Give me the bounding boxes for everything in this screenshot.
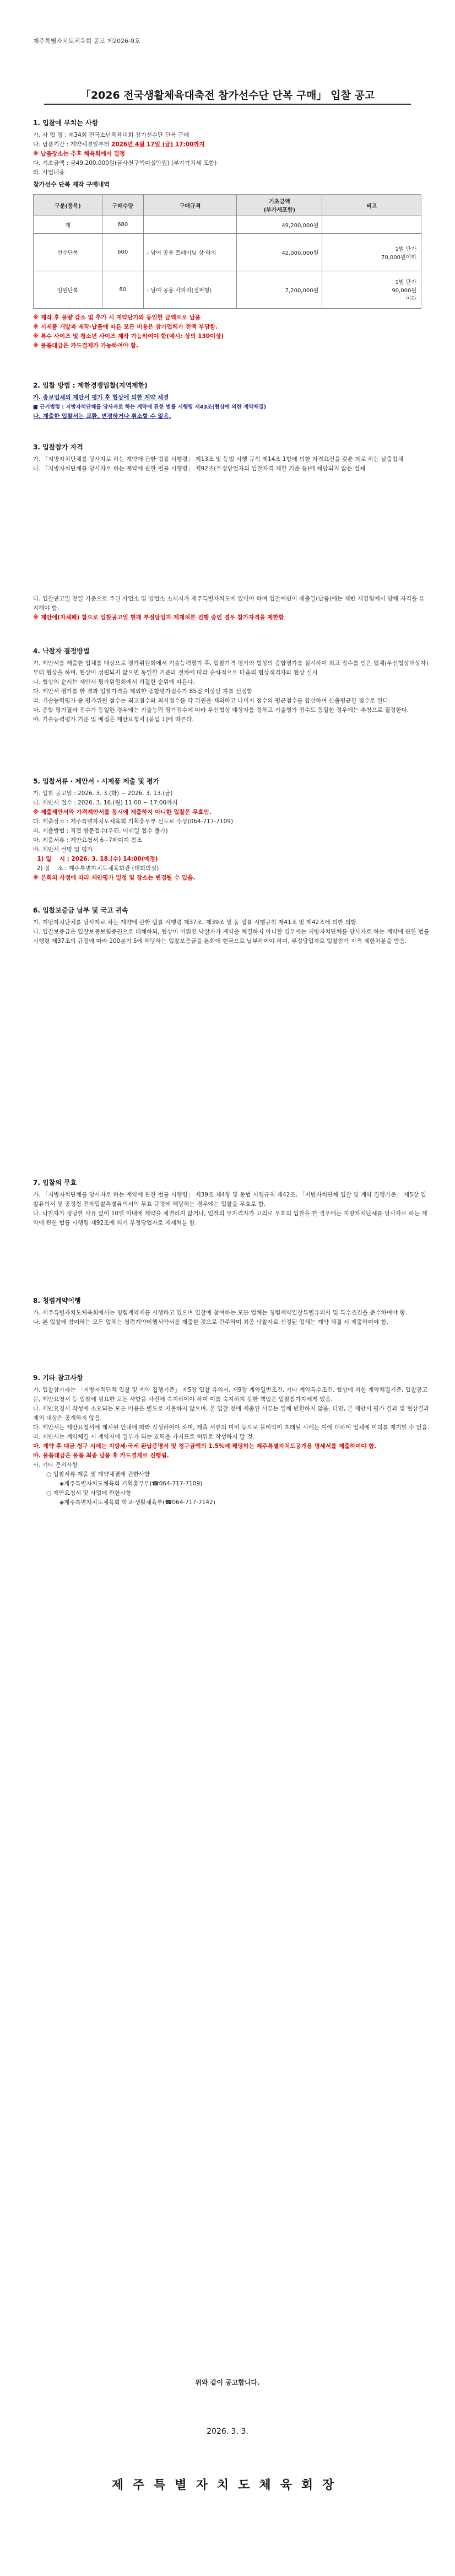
table-header: 비고: [322, 195, 421, 216]
note: ※ 제작 후 물량 감소 및 추가 시 계약단가와 동일한 금액으로 납품: [33, 314, 201, 321]
table-row: [34, 216, 421, 234]
contact-label: ○ 입찰서류 제출 및 계약체결에 관한사항: [46, 1471, 150, 1478]
section-1-heading: 1. 입찰에 부치는 사항: [33, 119, 99, 127]
schedule-text: 마. 제출서류 : 제안요청서 6~7페이지 참조: [33, 837, 142, 844]
contact-info: ◈제주특별자치도체육회 학교·생활체육부(☎064-717-7142): [59, 1499, 215, 1506]
table-cell: 1벌 단가 90,000원 이하: [322, 271, 421, 309]
section-4-heading: 4. 낙찰자 결정방법: [33, 647, 90, 655]
announcement-date: 2026. 3. 3.: [207, 2427, 248, 2436]
schedule-note: ※ 제출제안서와 가격제안서를 동시에 제출하지 아니한 입찰은 무효임.: [33, 809, 212, 815]
section-5: [33, 776, 430, 883]
table-cell: 선수단복: [34, 234, 102, 271]
table-header: 구매수량: [102, 195, 143, 216]
method-text: 나. 계출한 입찰서는 교환, 변경하거나 취소할 수 없음.: [33, 413, 171, 420]
section-5-heading: 5. 입찰서류 · 제안서 · 시제품 제출 및 평가: [33, 777, 160, 785]
table-cell: 42,000,000원: [237, 234, 322, 271]
section-4-text: [33, 659, 430, 724]
integrity-text: 나. 본 입찰에 참여하는 모든 업체는 청렴계약이행서약서를 제출한 것으로 간주하며 최종 낙찰자로 선정된 업체는 계약 체결 시 제출하여야 함.: [33, 1319, 388, 1325]
section-3-heading: 3. 입찰참가 자격: [33, 443, 83, 451]
section-4: [33, 646, 430, 724]
reference-text: 다. 제안서는 제안요청서에 제시된 안내에 따라 작성하여야 하며, 제출 서류의 미비 등으로 불이익이 초래될 시에는 이에 대하여 업체에 이의를 제기할 수 없음.: [33, 1424, 430, 1431]
selection-text: 나. 협상의 순서는 제안서 평가위원회에서 의결한 순위에 따른다.: [33, 679, 195, 685]
selection-text: 마. 종합 평가결과 점수가 동일한 경우에는 기술능력 평가점수에 따라 우선협상 대상자를 정하고 기술평가 점수도 동일한 경우에는 추첨으로 결정한다.: [33, 707, 409, 713]
document-number: 제주특별자치도체육회 공고 제2026-9호: [33, 37, 140, 45]
selection-text: 가. 제안서를 제출한 업체를 대상으로 평가위원회에서 기술능력평가 후, 입찰가격 평가와 협상의 종합평가를 실시하여 최고 점수를 얻은 업체(우선협상대상자)부터 협상을 하며, 협상이 성립되지 않으면 동일한 기준과 절차에 따라 순차적으로 다음의 협상적격자와 협상 실시: [33, 660, 429, 676]
table-cell: 600: [102, 234, 143, 271]
section-5-text: [33, 789, 430, 883]
table-cell: [143, 216, 237, 234]
project-name: 가. 사 업 명 : 제34회 전국소년체육대회 참가선수단 단복 구매: [33, 132, 189, 138]
section-8: [33, 1296, 430, 1327]
section-1-notes: [33, 313, 430, 351]
reference-text: 나. 제안요청서 작성에 소요되는 모든 비용은 별도로 지불하지 않으며, 본 입찰 전에 제출된 서류는 일체 반환하지 않음. 다만, 본 제안서 평가 결과 및 협상결과 제외 대상은 공개하지 않음.: [33, 1405, 429, 1421]
table-cell: 49,200,000원: [237, 216, 322, 234]
deposit-text: 가. 지방자치단체를 당사자로 하는 계약에 관한 법률 시행령 제37조, 제39조 및 동 법률 시행규칙 제41조 및 제42조에 의한 의함.: [33, 919, 359, 926]
table-cell: 1벌 단가 70,000원이하: [322, 234, 421, 271]
section-9: [33, 1373, 430, 1507]
delivery-place-note: ※ 납품장소는 추후 체육회에서 결정: [33, 151, 125, 157]
reference-note: 바. 물품대금은 물품 최종 납품 후 카드결제로 진행됨.: [33, 1452, 169, 1459]
section-3-continued: [33, 594, 430, 622]
integrity-text: 가. 제주특별자치도체육회에서는 청렴계약제를 시행하고 있으며 입찰에 참여하는 모든 업체는 청렴계약입찰특별유의서 및 특수조건을 준수하여야 함.: [33, 1310, 407, 1316]
table-header-row: [34, 195, 421, 216]
section-7: [33, 1178, 430, 1228]
reference-text: 사. 기타 문의사항: [33, 1462, 78, 1468]
qualification-note: ※ 제안에(자체폐) 참으로 입찰공고일 현재 부정당업자 제재처분 진행 중인 경우 참가자격을 제한함: [33, 614, 284, 621]
selection-text: 다. 제안서 평가를 한 결과 입찰가격을 제외한 종합평가점수가 85점 이상인 자를 선정함: [33, 688, 253, 695]
section-7-text: [33, 1190, 430, 1228]
qualification-text: 다. 입찰공고일 전일 기준으로 주된 사업소 및 영업소 소재지가 제주특별자치도에 있어야 하며 입찰예인이 제출일(납품)에는 제반 제경험에서 당해 자격을 유지해야 함.: [33, 595, 425, 611]
contact-label: ○ 제안요청서 및 사업에 관한사항: [46, 1490, 132, 1496]
table-cell: - 남여 공용 사파리(점퍼형): [143, 271, 237, 309]
reference-text: 가. 입찰참가자는 「지방자치단체 입찰 및 계약 집행기준」 제5장 입찰 유의서, 제9장 계약일반조건, 기타 계약특수조건, 협상에 의한 계약체결기준, 입찰공고문, 제안요청서 등 입찰에 필요한 모든 사항을 사전에 숙지하여야 하며 이를 숙지하지 못한 책임은 입찰참가자에게 있음.: [33, 1387, 428, 1403]
delivery-deadline: 2026년 4월 17일 (금) 17:00까지: [111, 141, 205, 148]
table-cell: - 남여 공용 트레이닝 상·하의: [143, 234, 237, 271]
qualification-text: 가. 「지방자치단체를 당사자로 하는 계약에 관한 법률 시행령」 제13조 및 동법 시행 규칙 제14조 1항에 의한 자격요건을 갖춘 자로 하는 날출업체: [33, 456, 404, 463]
schedule-text: 라. 제출방법 : 직접 방문접수(우편, 이메일 접수 불가): [33, 828, 168, 834]
table-header: 구매규격: [143, 195, 237, 216]
section-3: [33, 442, 430, 474]
schedule-text: 다. 제출장소 : 제주특별자치도체육회 기획총무부 신도로 수상(064-717-7109): [33, 818, 234, 825]
delivery-period: [33, 140, 430, 149]
delivery-period-label: 나. 납품기간 : 계약체결일부터: [33, 141, 111, 148]
section-7-heading: 7. 입찰의 무효: [33, 1179, 77, 1187]
section-9-text: [33, 1386, 430, 1507]
section-2: [33, 380, 430, 421]
note: ※ 특수 사이즈 및 청소년 사이즈 제작 가능하여야 함(예시: 상의 130이상): [33, 333, 224, 340]
project-content-label: 라. 사업내용: [33, 169, 65, 176]
table-row: [34, 234, 421, 271]
schedule-text: 바. 제안서 설명 및 평가: [33, 846, 93, 853]
section-1-text: [33, 131, 430, 178]
section-9-heading: 9. 기타 참고사항: [33, 1374, 83, 1382]
table-cell: 계: [34, 216, 102, 234]
section-2-text: [33, 393, 430, 421]
qualification-text: 나. 「지방자치단체를 당사자로 하는 계약에 관한 법률 시행령」 제92조(부정당업자의 입찰자격 제한 기준 등)에 해당되지 않는 업체: [33, 465, 366, 472]
schedule-place: 2) 장 소 : 제주특별자치도체육회관 (대회의실): [33, 865, 159, 872]
section-2-heading: 2. 입찰 방법 : 제한경쟁입찰(지역제한): [33, 382, 148, 389]
purchase-table: [33, 194, 421, 309]
reference-text: 라. 제안서는 계약체결 시 계약서에 일부가 되는 효력을 가지므로 허위로 작성하지 말 것.: [33, 1434, 254, 1440]
base-amount: 다. 기초금액 : 금49,200,000원(금사천구백이십만원) (부가가치세 포함): [33, 160, 217, 167]
section-1: [33, 118, 430, 189]
signer-name: 제주특별자치도체육회장: [111, 2478, 344, 2492]
section-3-text: [33, 455, 430, 474]
invalid-text: 가. 「지방자치단체를 당사자로 하는 계약에 관한 법률 시행령」 제39조 제4항 및 동법 시행규칙 제42조, 「지방자치단체 입찰 및 계약 집행기준」 제5장 입찰유의서 및 공정청 전자입찰특별유의서의 무효 규정에 해당하는 경우에는 입찰을 무효로 함.: [33, 1192, 426, 1208]
schedule-text: 가. 입찰 공고일 : 2026. 3. 3.(화) ~ 2026. 3. 13.(금): [33, 790, 173, 797]
selection-text: 바. 기술능력평가 기준 및 배점은 제안요청서 [붙임 1]에 따른다.: [33, 716, 194, 723]
table-header: 기초금액 (부가세포함): [237, 195, 322, 216]
schedule-date: 1) 일 시 : 2026. 3. 18.(수) 14:00(예정): [33, 856, 158, 862]
legal-basis: ■ 근거법령 : 지방자치단체를 당사자로 하는 계약에 관한 법률 시행령 제43조(협상에 의한 계약체결): [33, 404, 267, 410]
page-title: 「2026 전국생활체육대축전 참가선수단 단복 구매」 입찰 공고: [80, 89, 375, 101]
schedule-note: ※ 본회의 사정에 따라 제안평가 일정 및 장소는 변경될 수 있음.: [33, 874, 196, 881]
table-caption: 참가선수 단복 제작 구매내역: [33, 181, 110, 188]
schedule-text: 나. 제안서 접수 : 2026. 3. 16.(월) 11:00 ~ 17:00까지: [33, 799, 178, 806]
closing-text: 위와 같이 공고합니다.: [195, 2379, 260, 2386]
table-cell: 7,200,000원: [237, 271, 322, 309]
title-divider: [44, 104, 411, 105]
table-header: 구분(품목): [34, 195, 102, 216]
contact-info: ◈제주특별자치도체육회 기획총무부(☎064-717-7109): [59, 1480, 203, 1487]
section-8-text: [33, 1308, 430, 1327]
table-cell: 80: [102, 271, 143, 309]
table-row: [34, 271, 421, 309]
deposit-text: 나. 입찰보증금은 입찰보증보험증권으로 대체하되, 협상이 이뤄진 낙찰자가 계약을 체결하지 아니할 경우에는 지방자치단체를 당사자로 하는 계약에 관한 법률 시행령 제37조의 규정에 따라 100분의 5에 해당하는 입찰보증금을 본회에 현금으로 납부하여야 하며, 부정당업자로 입찰참가 자격 제한처분을 받음.: [33, 929, 430, 944]
table-cell: 680: [102, 216, 143, 234]
note: ※ 시제품 개발과 제작·납품에 따른 모든 비용은 참가업체가 전액 부담함.: [33, 324, 218, 330]
selection-text: 라. 기술능력평가 중 평가위원 점수는 최고점수와 최저점수를 각 위원을 제외하고 나머지 점수의 평균점수를 합산하여 산출평균한 점수로 한다.: [33, 697, 391, 704]
invalid-text: 나. 낙찰자가 정당한 사유 없이 10일 이내에 계약을 체결하지 않거나, 입찰의 무자격자가 고의로 무효의 입찰을 한 경우에는 지방자치단체를 당사자로 하는 계약에 관한 법률 시행령 제92조에 의거 부정당업자로 제재처분 함.: [33, 1210, 427, 1226]
reference-note: 마. 계약 후 대금 청구 시에는 지방세·국세 완납증명서 및 청구금액의 1.5%에 해당하는 제주특별자치도공개용 명세서를 제출하여야 함.: [33, 1443, 377, 1450]
section-6-heading: 6. 입찰보증금 납부 및 국고 귀속: [33, 906, 128, 914]
note: ※ 물품대금은 카드결제가 가능하여야 함.: [33, 342, 139, 349]
section-6-text: [33, 918, 430, 946]
table-cell: [322, 216, 421, 234]
section-6: [33, 905, 430, 946]
table-cell: 임원단복: [34, 271, 102, 309]
method-text: 가. 총보업체의 제안서 평가 후 협상에 의한 계약 체결: [33, 394, 169, 401]
section-8-heading: 8. 청렴계약이행: [33, 1297, 81, 1305]
